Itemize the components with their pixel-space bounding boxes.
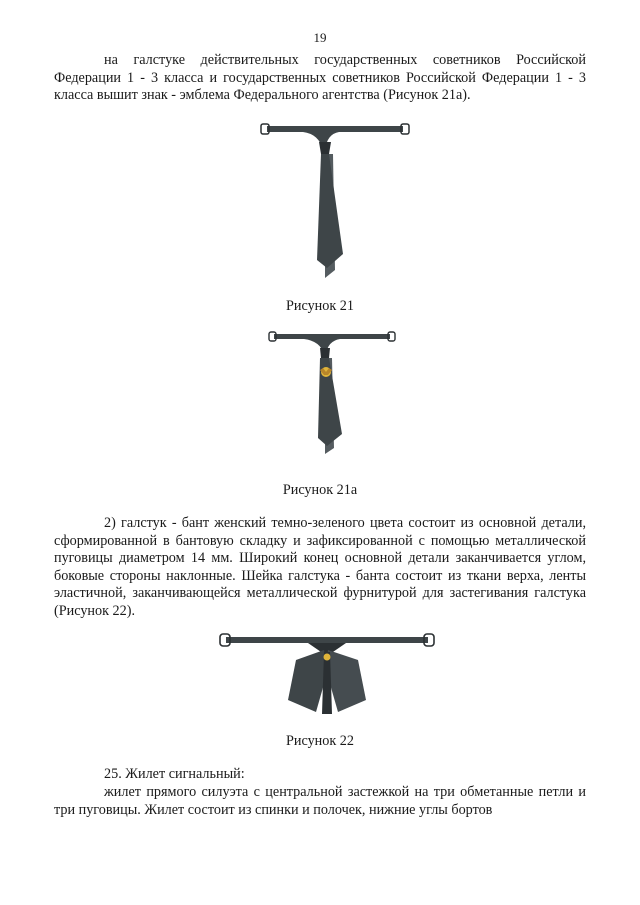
figure-22-caption: Рисунок 22	[285, 733, 354, 749]
figure-22-bow-tie-illustration	[212, 630, 442, 720]
paragraph-tie-emblem: на галстуке действительных государственных советников Российской Федерации 1 - 3 класса и государственных советников Российской Федерации 1 - 3 класса вышит знак - эмблема Федерального агентства (Рисунок 21а).	[54, 52, 586, 103]
paragraph-vest-description: жилет прямого силуэта с центральной застежкой на три обметанные петли и три пуговицы. Жилет состоит из спинки и полочек, нижние углы бортов	[54, 784, 586, 818]
section-heading-vest: 25. Жилет сигнальный:	[104, 766, 245, 782]
figure-21a-caption: Рисунок 21а	[282, 482, 358, 498]
figure-21a-tie-illustration	[262, 328, 402, 458]
page-number: 19	[313, 30, 327, 45]
figure-21-tie-illustration	[255, 120, 415, 280]
paragraph-bow-tie-description: 2) галстук - бант женский темно-зеленого цвета состоит из основной детали, сформированной в бантовую складку и зафиксированной с помощью металлической пуговицы диаметром 14 мм. Широкий конец основной детали заканчивается углом, боковые стороны наклонные. Шейка галстука - банта состоит из ткани верха, ленты эластичной, заканчивающейся металлической фурнитурой для застегивания галстука (Рисунок 22).	[54, 515, 586, 619]
bow-tie-button-icon	[324, 654, 331, 661]
figure-21-caption: Рисунок 21	[285, 298, 354, 314]
